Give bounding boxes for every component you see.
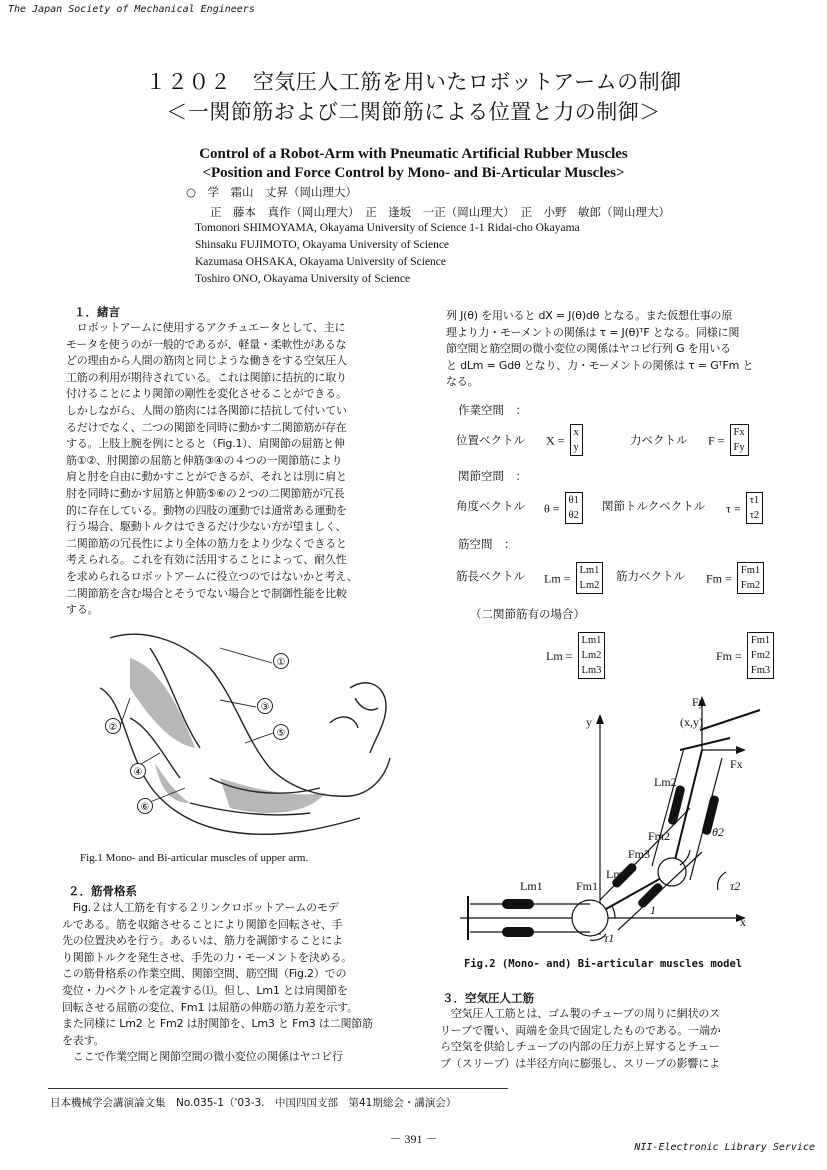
section1-body xyxy=(66,320,406,619)
body-line: 二関節筋の冗長性により全体の筋力をより少なくできると xyxy=(66,536,347,550)
F-symbol: F = xyxy=(708,433,725,448)
body-line: 行う場合、駆動トルクはできるだけ少ない方が望ましく、 xyxy=(66,520,347,534)
angle-vector-label: 角度ベクトル xyxy=(456,499,525,513)
authors-line1: ○ 学 霜山 丈昇（岡山理大） xyxy=(186,185,358,199)
fig2-label-Lm1: Lm1 xyxy=(520,879,543,893)
affiliation-1: Tomonori SHIMOYAMA, Okayama University of Science 1-1 Ridai-cho Okayama xyxy=(195,222,580,234)
tau-vector: τ1 τ2 xyxy=(746,492,763,524)
Fm-symbol: Fm = xyxy=(716,649,742,663)
fig2-label-Lm3: Lm3 xyxy=(606,867,629,881)
title-en-sub: <Position and Force Control by Mono- and Bi-Articular Muscles> xyxy=(202,165,625,181)
title-jp-sub: ＜一関節筋および二関節筋による位置と力の制御＞ xyxy=(166,100,661,124)
title-jp-main: １２０２ 空気圧人工筋を用いたロボットアームの制御 xyxy=(145,70,682,94)
body-line: 付けることにより関節の剛性を変化させることができる。 xyxy=(66,387,347,401)
body-line: 二関節筋を含む場合とそうでない場合とで制御性能を比較 xyxy=(66,586,347,600)
body-line: リーブで覆い、両端を金具で固定したものである。一端か xyxy=(440,1023,721,1037)
fig1-label-1: ① xyxy=(276,657,286,668)
section2-heading: ２．筋骨格系 xyxy=(68,884,137,898)
body-line: 空気圧人工筋とは、ゴム製のチューブの周りに網状のス xyxy=(440,1007,720,1020)
Lm-symbol: Lm = xyxy=(546,649,573,663)
fig2-label-tau1: τ1 xyxy=(604,931,615,945)
muscle-force-vector-3-eq xyxy=(716,632,774,679)
affiliation-4: Toshiro ONO, Okayama University of Science xyxy=(195,273,411,285)
fig2-label-theta1: 1 xyxy=(650,903,656,917)
body-line: どの理由から人間の筋肉と同じような働きをする空気圧人 xyxy=(66,354,347,368)
body-line: 工筋の利用が期待されている。これは関節に拮抗的に取り xyxy=(66,370,347,384)
fig2-label-Fm3: Fm3 xyxy=(628,847,651,861)
Fm-vector: Fm1 Fm2 xyxy=(737,562,764,594)
fig1-arm-illustration xyxy=(70,628,410,848)
right-column-body xyxy=(446,308,786,391)
muscle-force-vector-eq xyxy=(706,562,764,594)
body-line: を求められるロボットアームに役立つのではないかと考え、 xyxy=(66,569,358,583)
torque-vector-label: 関節トルクベクトル xyxy=(602,499,706,513)
Lm-symbol: Lm = xyxy=(544,571,571,586)
body-line: ら空気を供給しチューブの内部の圧力が上昇するとチュー xyxy=(440,1040,720,1054)
torque-vector-eq xyxy=(726,492,763,524)
position-vector-eq xyxy=(546,424,583,456)
body-line: する。 xyxy=(66,603,99,617)
nii-service-label: NII-Electronic Library Service xyxy=(634,1142,815,1153)
body-line: 回転させる屈筋の変位、Fm1 は屈筋の伸筋の筋力差を示す。 xyxy=(62,1000,358,1014)
fig2-label-tau2: τ2 xyxy=(730,879,741,893)
fig1-label-5: ⑤ xyxy=(276,728,286,739)
X-symbol: X = xyxy=(546,433,565,448)
fig2-label-Fm2: Fm2 xyxy=(648,829,671,843)
fig2-caption: Fig.2 (Mono- and) Bi-articular muscles model xyxy=(464,958,743,970)
proceedings-footer: 日本機械学会講演論文集 No.035-1（'03-3. 中国四国支部 第41期総会・講演会） xyxy=(50,1097,457,1109)
body-line: ブ（スリーブ）は半径方向に膨張し、スリーブの影響によ xyxy=(440,1056,720,1070)
length-vector-label: 筋長ベクトル xyxy=(456,569,525,583)
body-line: なる。 xyxy=(446,375,479,389)
fig2-label-Lm2: Lm2 xyxy=(654,775,677,789)
body-line: する。上肢上腕を例にとると（Fig.1）、肩関節の屈筋と伸 xyxy=(66,437,345,451)
fig1-caption: Fig.1 Mono- and Bi-articular muscles of upper arm. xyxy=(80,852,309,864)
joint-space-label: 関節空間 ： xyxy=(458,469,527,483)
body-line: 列 J(θ) を用いると dX = J(θ)dθ となる。また仮想仕事の原 xyxy=(446,309,733,322)
fig2-robot-arm-model xyxy=(440,690,780,950)
body-line: と dLm = Gdθ となり、力・モーメントの関係は τ = GᵀFm と xyxy=(446,358,754,372)
Lm3-vector: Lm1 Lm2 Lm3 xyxy=(578,632,606,679)
fig1-label-2: ② xyxy=(108,722,118,733)
body-line: ルである。筋を収縮させることにより関節を回転させ、手 xyxy=(62,917,343,931)
muscle-force-vector-label: 筋力ベクトル xyxy=(616,569,685,583)
length-vector-3-eq xyxy=(546,632,605,679)
X-vector: x y xyxy=(570,424,583,456)
fig2-label-Fx: Fx xyxy=(730,757,743,771)
body-line: しかしながら、人間の筋肉には各関節に拮抗して付いてい xyxy=(66,403,347,417)
biarticular-case-label: （二関節筋有の場合） xyxy=(470,607,585,621)
fig2-label-xy: (x,y) xyxy=(680,715,703,729)
section2-body xyxy=(62,900,406,1066)
affiliation-2: Shinsaku FUJIMOTO, Okayama University of Science xyxy=(195,239,450,251)
muscle-space-label: 筋空間 ： xyxy=(458,537,516,551)
body-line: 変位・力ベクトルを定義する⑴。但し、Lm1 とは肩関節を xyxy=(62,983,348,997)
body-line: この筋骨格系の作業空間、関節空間、筋空間（Fig.2）での xyxy=(62,967,347,981)
fig1-label-4: ④ xyxy=(133,767,143,778)
body-line: ここで作業空間と関節空間の微小変位の関係はヤコビ行 xyxy=(62,1050,343,1064)
Fm-symbol: Fm = xyxy=(706,571,732,586)
fig2-label-Fm1: Fm1 xyxy=(576,879,599,893)
footer-divider xyxy=(48,1088,508,1089)
title-en-main: Control of a Robot-Arm with Pneumatic Artificial Rubber Muscles xyxy=(199,146,628,162)
length-vector-eq xyxy=(544,562,603,594)
theta-vector: θ1 θ2 xyxy=(565,492,583,524)
section3-body xyxy=(440,1006,790,1072)
tau-symbol: τ = xyxy=(726,501,741,516)
Fm3-vector: Fm1 Fm2 Fm3 xyxy=(747,632,774,679)
section3-heading: ３．空気圧人工筋 xyxy=(442,991,534,1005)
society-header: The Japan Society of Mechanical Engineers xyxy=(8,4,255,15)
fig2-label-theta2: θ2 xyxy=(712,825,724,839)
body-line: ロボットアームに使用するアクチュエータとして、主に xyxy=(66,321,346,334)
body-line: り関節トルクを発生させ、手先の力・モーメントを決める。 xyxy=(62,950,353,964)
fig1-label-3: ③ xyxy=(260,702,270,713)
body-line: 節空間と筋空間の微小変位の関係はヤコビ行列 G を用いる xyxy=(446,342,731,356)
theta-symbol: θ = xyxy=(544,501,560,516)
fig2-label-Fy: Fy xyxy=(692,695,705,709)
body-line: 的に存在している。動物の四肢の運動では通常ある運動を xyxy=(66,503,347,517)
force-vector-label: 力ベクトル xyxy=(630,433,688,447)
body-line: 筋①②、肘関節の屈筋と伸筋③④の４つの一関節筋により xyxy=(66,453,343,467)
body-line: モータを使うのが一般的であるが、軽量・柔軟性があるな xyxy=(66,337,347,351)
affiliation-3: Kazumasa OHSAKA, Okayama University of Science xyxy=(195,256,447,268)
angle-vector-eq xyxy=(544,492,583,524)
authors-line2: 正 藤本 真作（岡山理大） 正 逢坂 一正（岡山理大） 正 小野 敏郎（岡山理大） xyxy=(210,205,670,219)
fig2-label-x: x xyxy=(740,915,746,929)
body-line: 考えられる。これを有効に活用することによって、耐久性 xyxy=(66,553,347,567)
fig2-label-y: y xyxy=(586,715,592,729)
body-line: また同様に Lm2 と Fm2 は肘関節を、Lm3 と Fm3 は二関節筋 xyxy=(62,1017,373,1031)
body-line: るだけでなく、二つの関節を同時に動かす二関節筋が存在 xyxy=(66,420,347,434)
force-vector-eq xyxy=(708,424,749,456)
page-number: － 391 － xyxy=(389,1132,438,1146)
body-line: 肘を同時に動かす屈筋と伸筋⑤⑥の２つの二関節筋が冗長 xyxy=(66,486,345,500)
section1-heading: １．緒言 xyxy=(74,305,120,319)
position-vector-label: 位置ベクトル xyxy=(456,433,525,447)
fig1-label-6: ⑥ xyxy=(140,802,150,813)
body-line: Fig.２は人工筋を有する２リンクロボットアームのモデ xyxy=(62,901,339,914)
body-line: 理より力・モーメントの関係は τ = J(θ)ᵀF となる。同様に関 xyxy=(446,325,740,339)
Lm-vector: Lm1 Lm2 xyxy=(576,562,604,594)
body-line: を表す。 xyxy=(62,1033,105,1047)
body-line: 肩と肘を自由に動かすことができるが、それとは別に肩と xyxy=(66,470,347,484)
work-space-label: 作業空間 ： xyxy=(458,403,527,417)
F-vector: Fx Fy xyxy=(730,424,749,456)
body-line: 先の位置決めを行う。あるいは、筋力を調節することによ xyxy=(62,934,343,948)
